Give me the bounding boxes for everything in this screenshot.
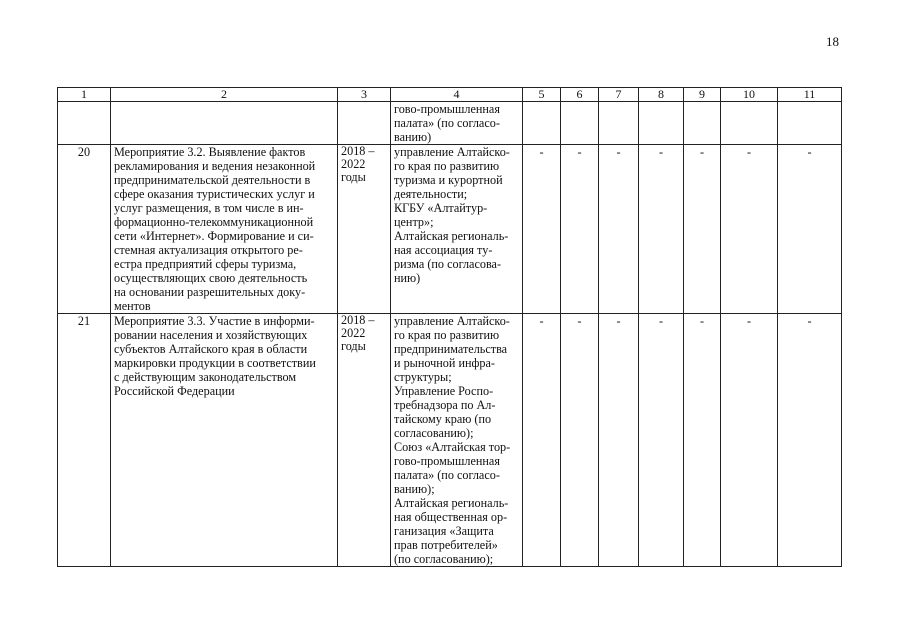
page-number: 18 (826, 34, 839, 49)
measures-table (57, 87, 842, 567)
header-cell: 11 (778, 88, 842, 102)
text-line: палата» (по согласо- (394, 116, 500, 130)
text-line: и рыночной инфра- (394, 356, 495, 370)
value-cell: - (639, 145, 684, 314)
text-line: Мероприятие 3.3. Участие в информи- (114, 314, 315, 328)
text-line: КГБУ «Алтайтур- (394, 201, 488, 215)
text-line: ганизация «Защита (394, 524, 494, 538)
text-line: ризма (по согласова- (394, 257, 502, 271)
value-cell: - (599, 314, 639, 567)
text-line: годы (341, 339, 366, 353)
text-line: Алтайская региональ- (394, 496, 509, 510)
text-line: на основании разрешительных доку- (114, 285, 306, 299)
responsible-cell (391, 314, 523, 567)
text-line: деятельности; (394, 187, 468, 201)
years-cell (338, 145, 391, 314)
row-number: 20 (58, 145, 111, 314)
years-cell (338, 314, 391, 567)
header-cell: 7 (599, 88, 639, 102)
text-line: ванию); (394, 482, 435, 496)
text-line: Мероприятие 3.2. Выявление фактов (114, 145, 306, 159)
text-line: субъектов Алтайского края в области (114, 342, 308, 356)
description-cell (111, 314, 338, 567)
text-line: сфере оказания туристических услуг и (114, 187, 315, 201)
responsible-cell (391, 145, 523, 314)
text-line: услуг размещения, в том числе в ин- (114, 201, 304, 215)
text-line: центр»; (394, 215, 434, 229)
value-cell: - (684, 145, 721, 314)
text-line: Союз «Алтайская тор- (394, 440, 511, 454)
value-cell: - (778, 314, 842, 567)
table-row-continuation (58, 102, 842, 145)
text-line: го края по развитию (394, 159, 500, 173)
text-line: управление Алтайско- (394, 145, 510, 159)
text-line: формационно-телекоммуникационной (114, 215, 314, 229)
text-line: ная общественная ор- (394, 510, 508, 524)
value-cell: - (599, 145, 639, 314)
text-line: прав потребителей» (394, 538, 498, 552)
value-cell: - (639, 314, 684, 567)
text-line: (по согласованию); (394, 552, 494, 566)
text-line: ровании населения и хозяйствующих (114, 328, 308, 342)
text-line: ная ассоциация ту- (394, 243, 493, 257)
header-cell: 9 (684, 88, 721, 102)
text-line: тайскому краю (по (394, 412, 492, 426)
text-line: нию) (394, 271, 421, 285)
text-line: рекламирования и ведения незаконной (114, 159, 316, 173)
value-cell: - (561, 314, 599, 567)
text-line: согласованию); (394, 426, 474, 440)
text-line: туризма и курортной (394, 173, 503, 187)
text-line: 2022 (341, 157, 366, 171)
value-cell: - (684, 314, 721, 567)
text-line: требнадзора по Ал- (394, 398, 496, 412)
value-cell: - (523, 145, 561, 314)
value-cell: - (721, 314, 778, 567)
text-line: сети «Интернет». Формирование и си- (114, 229, 314, 243)
header-cell: 10 (721, 88, 778, 102)
text-line: гово-промышленная (394, 454, 500, 468)
row-number: 21 (58, 314, 111, 567)
text-line: маркировки продукции в соответствии (114, 356, 316, 370)
text-line: естра предприятий сферы туризма, (114, 257, 297, 271)
header-row (58, 88, 842, 102)
header-cell: 5 (523, 88, 561, 102)
value-cell: - (561, 145, 599, 314)
text-line: ментов (114, 299, 151, 313)
text-line: осуществляющих свою деятельность (114, 271, 308, 285)
value-cell: - (721, 145, 778, 314)
description-cell (111, 145, 338, 314)
text-line: с действующим законодательством (114, 370, 297, 384)
text-line: палата» (по согласо- (394, 468, 500, 482)
text-line: стемная актуализация открытого ре- (114, 243, 303, 257)
text-line: го края по развитию (394, 328, 500, 342)
text-line: ванию) (394, 130, 432, 144)
header-cell: 4 (391, 88, 523, 102)
header-cell: 3 (338, 88, 391, 102)
header-cell: 6 (561, 88, 599, 102)
text-line: Алтайская региональ- (394, 229, 509, 243)
text-line: 2018 – (341, 313, 375, 327)
header-cell: 8 (639, 88, 684, 102)
text-line: Российской Федерации (114, 384, 235, 398)
text-line: структуры; (394, 370, 452, 384)
text-line: 2018 – (341, 144, 375, 158)
header-cell: 2 (111, 88, 338, 102)
table-row (58, 145, 842, 314)
text-line: годы (341, 170, 366, 184)
header-cell: 1 (58, 88, 111, 102)
text-line: гово-промышленная (394, 102, 500, 116)
text-line: Управление Роспо- (394, 384, 494, 398)
text-line: предпринимательства (394, 342, 508, 356)
value-cell: - (778, 145, 842, 314)
text-line: 2022 (341, 326, 366, 340)
value-cell: - (523, 314, 561, 567)
table-row (58, 314, 842, 567)
responsible-cell (391, 102, 523, 145)
text-line: управление Алтайско- (394, 314, 510, 328)
text-line: предпринимательской деятельности в (114, 173, 311, 187)
